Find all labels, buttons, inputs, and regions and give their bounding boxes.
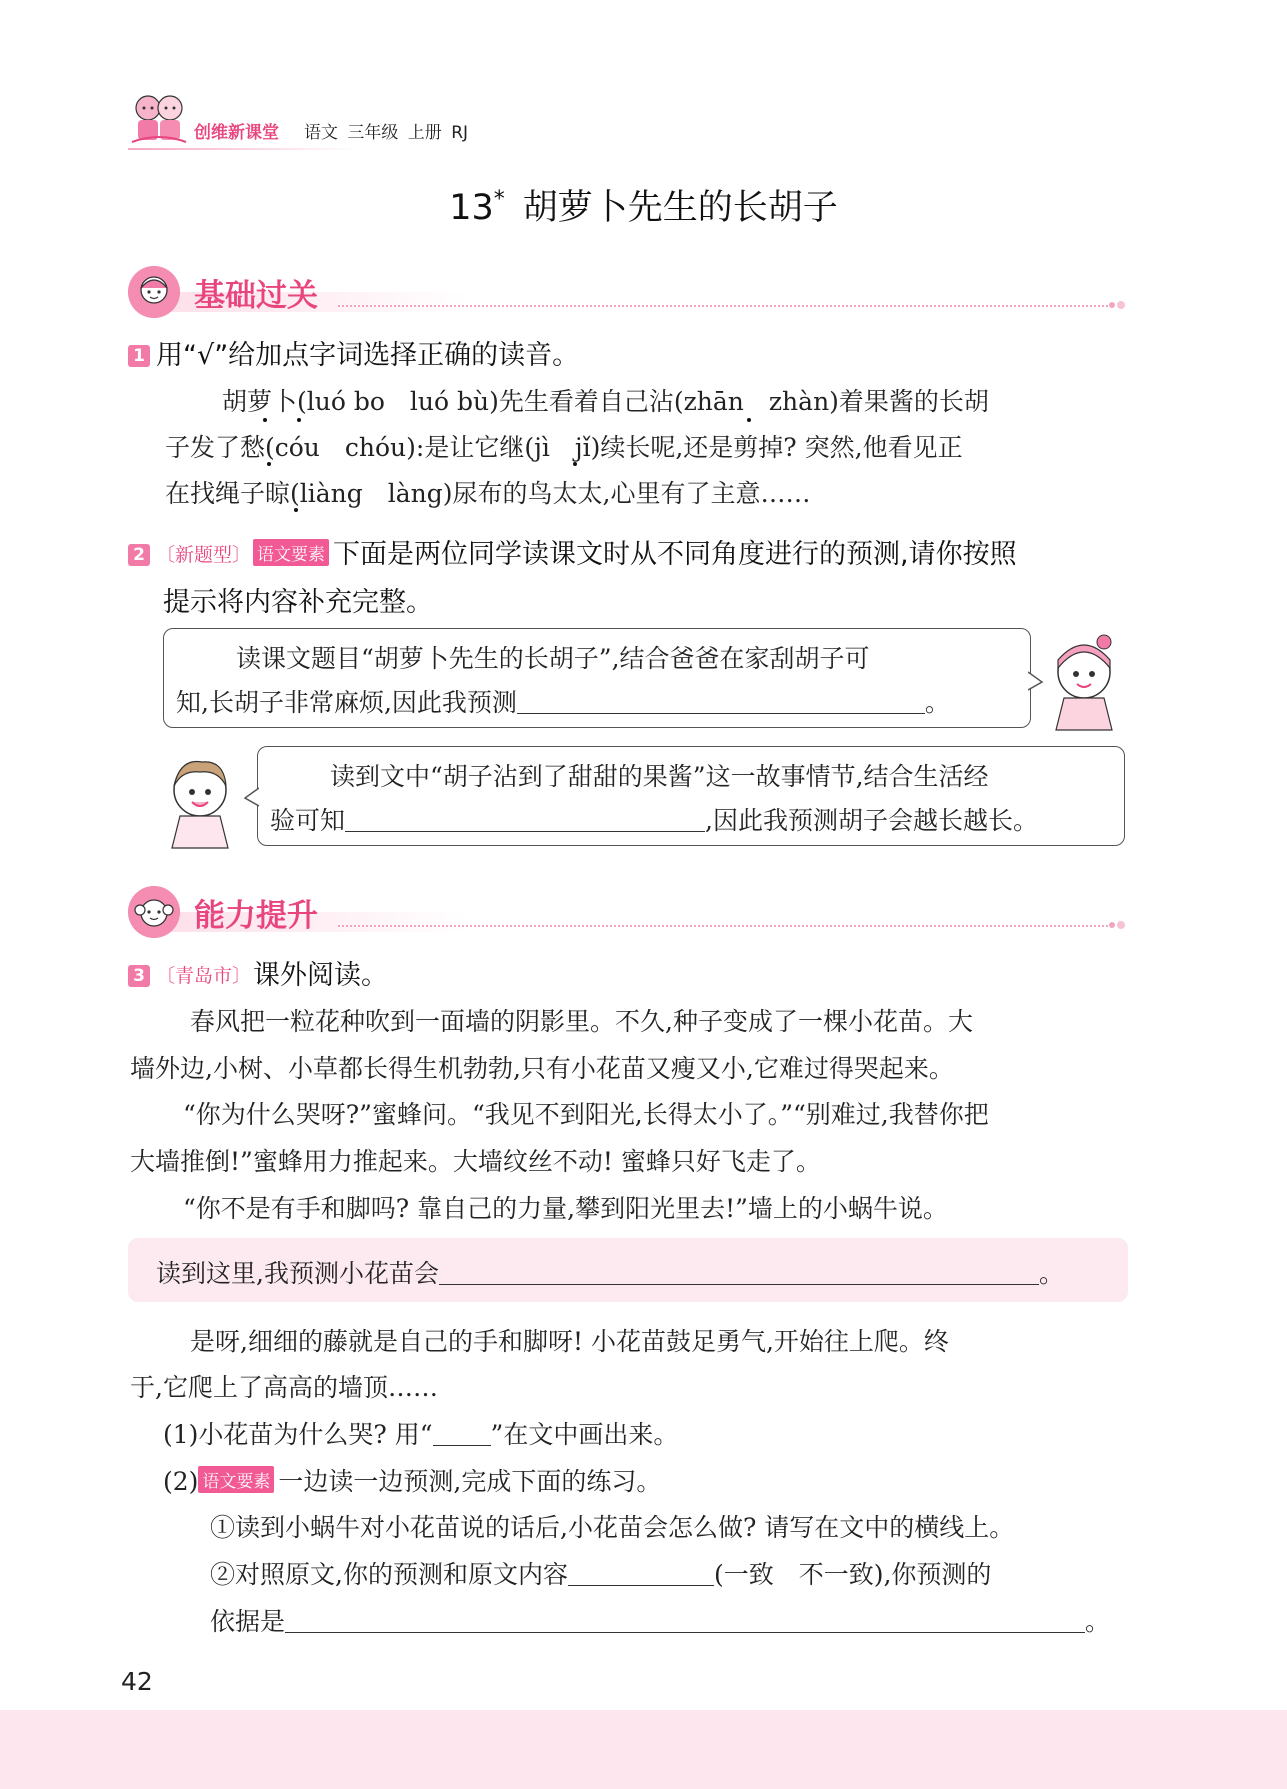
consistency-blank[interactable] <box>568 1561 714 1586</box>
sub-question-2-iii: 依据是 。 <box>210 1607 1111 1636</box>
emphasis-dot <box>294 508 298 512</box>
section-basic-label: 基础过关 <box>194 278 318 314</box>
speech-bubble-boy <box>257 746 1125 846</box>
answer-blank[interactable] <box>345 807 705 832</box>
question-3 <box>128 953 388 992</box>
prediction-blank[interactable] <box>439 1260 1039 1285</box>
element-badge: 语文要素 <box>198 1466 274 1493</box>
passage-line-1: 春风把一粒花种吹到一面墙的阴影里。不久,种子变成了一棵小花苗。大 <box>190 1007 973 1036</box>
girl-icon <box>1046 632 1124 732</box>
passage-line-2: 墙外边,小树、小草都长得生机勃勃,只有小花苗又瘦又小,它难过得哭起来。 <box>130 1054 954 1083</box>
section-advanced <box>128 886 1128 936</box>
passage-line-3: “你为什么哭呀?”蜜蜂问。“我见不到阳光,长得太小了。”“别难过,我替你把 <box>183 1100 989 1129</box>
question-tag: 〔新题型〕 <box>156 544 252 566</box>
student-icon <box>128 266 180 318</box>
emphasis-dot <box>297 418 301 422</box>
kids-logo-icon <box>128 88 190 150</box>
bubble2-line2: 验可知 ,因此我预测胡子会越长越长。 <box>270 806 1038 835</box>
question-1-prompt: 用“√”给加点字词选择正确的读音。 <box>156 340 580 371</box>
bubble2-line1: 读到文中“胡子沾到了甜甜的果酱”这一故事情节,结合生活经 <box>330 762 989 791</box>
emphasis-dot <box>747 418 751 422</box>
sub-question-2: (2) 语文要素 一边读一边预测,完成下面的练习。 <box>163 1467 662 1496</box>
element-badge: 语文要素 <box>253 539 329 566</box>
answer-blank[interactable] <box>517 689 925 714</box>
question-2-prompt-line1: 下面是两位同学读课文时从不同角度进行的预测,请你按照 <box>333 539 1017 570</box>
lesson-star: * <box>493 187 505 213</box>
monkey-icon <box>128 886 180 938</box>
lesson-title <box>0 180 1287 230</box>
passage2-line-2: 于,它爬上了高高的墙顶…… <box>130 1373 438 1402</box>
question-tag: 〔青岛市〕 <box>156 965 252 987</box>
emphasis-dot <box>263 418 267 422</box>
bubble-tail <box>243 786 259 808</box>
question-1 <box>128 333 579 372</box>
bubble1-line2: 知,长胡子非常麻烦,因此我预测 。 <box>176 688 950 717</box>
q1-line-1: 胡萝卜(luó bo luó bù)先生看着自己沾(zhān zhàn)着果酱的长胡 <box>222 387 989 416</box>
section-basic <box>128 266 1128 316</box>
bubble-tail <box>1028 670 1044 692</box>
question-2-prompt-line2: 提示将内容补充完整。 <box>163 587 433 618</box>
boy-icon <box>160 748 240 850</box>
passage-line-5: “你不是有手和脚吗? 靠自己的力量,攀到阳光里去!”墙上的小蜗牛说。 <box>183 1194 948 1223</box>
basis-blank[interactable] <box>285 1608 1085 1633</box>
q1-line-2: 子发了愁(cóu chóu):是让它继(jì jǐ)续长呢,还是剪掉? 突然,他看见正 <box>165 433 963 462</box>
emphasis-dot <box>267 462 271 466</box>
question-2 <box>128 532 1017 571</box>
question-number: 2 <box>128 544 150 566</box>
sub-question-1: (1)小花苗为什么哭? 用“ ”在文中画出来。 <box>163 1420 679 1449</box>
sub-question-2-ii: ②对照原文,你的预测和原文内容 (一致 不一致),你预测的 <box>210 1560 992 1589</box>
dots-ornament-icon <box>1108 298 1126 312</box>
lesson-number: 13 <box>449 188 494 228</box>
brand-name: 创维新课堂 <box>194 123 279 143</box>
dots-ornament-icon <box>1108 918 1126 932</box>
emphasis-dot <box>573 462 577 466</box>
bubble1-line1: 读课文题目“胡萝卜先生的长胡子”,结合爸爸在家刮胡子可 <box>236 644 870 673</box>
q1-line-3: 在找绳子晾(liàng làng)尿布的鸟太太,心里有了主意…… <box>165 479 811 508</box>
passage-line-4: 大墙推倒!”蜜蜂用力推起来。大墙纹丝不动! 蜜蜂只好飞走了。 <box>130 1147 821 1176</box>
page-footer-band <box>0 1710 1287 1789</box>
sub-question-2-i: ①读到小蜗牛对小花苗说的话后,小花苗会怎么做? 请写在文中的横线上。 <box>210 1513 1015 1542</box>
prediction-line: 读到这里,我预测小花苗会 。 <box>156 1259 1064 1288</box>
passage2-line-1: 是呀,细细的藤就是自己的手和脚呀! 小花苗鼓足勇气,开始往上爬。终 <box>190 1327 949 1356</box>
page-number: 42 <box>121 1667 153 1696</box>
question-number: 3 <box>128 965 150 987</box>
prediction-box <box>128 1238 1128 1302</box>
header-divider <box>128 148 358 150</box>
book-info: 语文 三年级 上册 RJ <box>304 123 469 143</box>
speech-bubble-girl <box>163 628 1031 728</box>
question-3-prompt: 课外阅读。 <box>253 960 389 991</box>
underline-sample <box>433 1421 491 1446</box>
section-advanced-label: 能力提升 <box>194 898 318 934</box>
question-number: 1 <box>128 345 150 367</box>
lesson-title-text: 胡萝卜先生的长胡子 <box>522 188 838 228</box>
